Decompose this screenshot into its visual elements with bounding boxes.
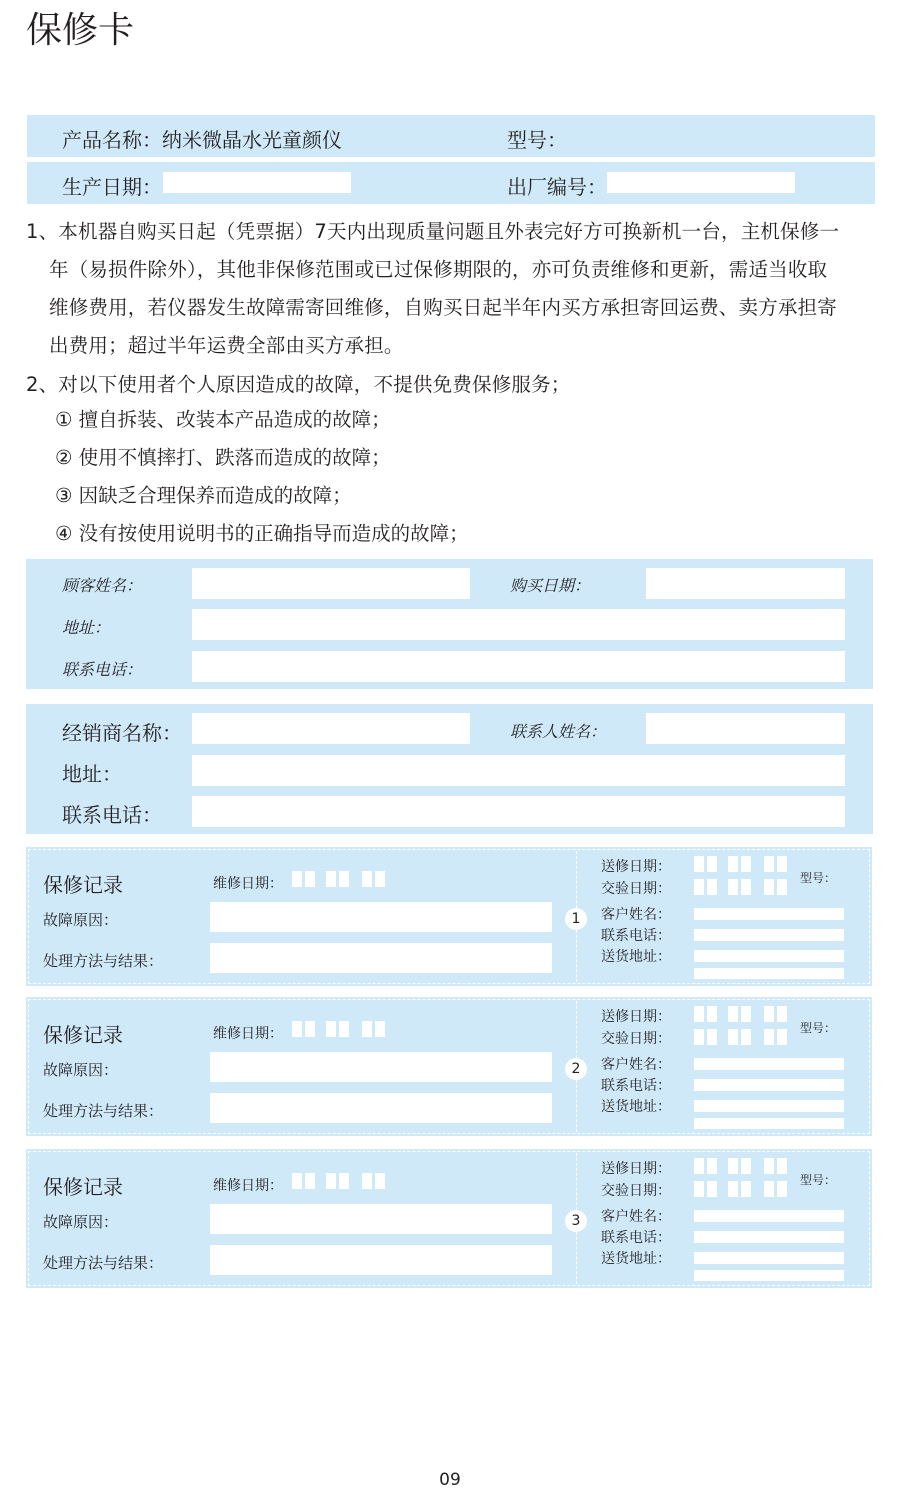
repair-date-box[interactable] [362, 871, 372, 887]
terms-p1-line4: 出费用；超过半年运费全部由买方承担。 [49, 334, 404, 357]
check-date-box[interactable] [764, 1029, 774, 1045]
check-date-box[interactable] [707, 1029, 717, 1045]
repair-date-box[interactable] [326, 1021, 336, 1037]
repair-date-box[interactable] [375, 1173, 385, 1189]
check-date-box[interactable] [741, 1181, 751, 1197]
dealer-phone-field[interactable] [192, 796, 845, 827]
check-date-box[interactable] [777, 1181, 787, 1197]
repair-date-box[interactable] [362, 1021, 372, 1037]
record-address-field-2[interactable] [694, 1118, 844, 1129]
check-date-box[interactable] [764, 1181, 774, 1197]
record-number-badge: 1 [565, 908, 587, 930]
dealer-address-field[interactable] [192, 755, 845, 786]
terms-item: ① 擅自拆装、改装本产品造成的故障； [55, 408, 391, 431]
send-date-box[interactable] [741, 1158, 751, 1174]
terms-p2-line1: 2、对以下使用者个人原因造成的故障，不提供免费保修服务； [26, 373, 571, 396]
record-address-label: 送货地址： [601, 1251, 671, 1267]
check-date-box[interactable] [694, 1029, 704, 1045]
record-customer-label: 客户姓名： [601, 1057, 671, 1073]
repair-date-box[interactable] [305, 1173, 315, 1189]
record-model-label: 型号： [800, 871, 837, 885]
send-date-box[interactable] [764, 1158, 774, 1174]
product-name-band [27, 115, 875, 157]
send-date-box[interactable] [777, 856, 787, 872]
send-date-box[interactable] [728, 1158, 738, 1174]
method-field[interactable] [210, 1093, 552, 1123]
page-title: 保修卡 [26, 10, 135, 51]
send-date-box[interactable] [764, 1006, 774, 1022]
fault-field[interactable] [210, 1052, 552, 1082]
customer-address-label: 地址： [62, 618, 111, 637]
send-date-box[interactable] [728, 1006, 738, 1022]
record-phone-field[interactable] [694, 1079, 844, 1091]
record-customer-field[interactable] [694, 1210, 844, 1222]
purchase-date-field[interactable] [646, 568, 845, 599]
method-label: 处理方法与结果： [43, 1102, 164, 1120]
terms-p1-line2: 年（易损件除外），其他非保修范围或已过保修期限的，亦可负责维修和更新，需适当收取 [49, 258, 828, 281]
dealer-contact-field[interactable] [646, 713, 845, 744]
send-date-box[interactable] [707, 856, 717, 872]
customer-name-label: 顾客姓名： [62, 576, 143, 595]
customer-block [26, 559, 873, 689]
send-date-box[interactable] [728, 856, 738, 872]
serial-number-label: 出厂编号： [507, 175, 607, 199]
purchase-date-label: 购买日期： [510, 576, 591, 595]
repair-date-label: 维修日期： [213, 1026, 283, 1042]
check-date-label: 交验日期： [601, 1031, 671, 1047]
check-date-box[interactable] [764, 879, 774, 895]
check-date-box[interactable] [728, 1181, 738, 1197]
fault-field[interactable] [210, 1204, 552, 1234]
repair-date-box[interactable] [305, 871, 315, 887]
send-date-box[interactable] [694, 856, 704, 872]
record-title: 保修记录 [43, 1175, 123, 1199]
check-date-box[interactable] [741, 1029, 751, 1045]
check-date-box[interactable] [728, 879, 738, 895]
send-date-box[interactable] [764, 856, 774, 872]
fault-label: 故障原因： [43, 911, 119, 929]
record-customer-label: 客户姓名： [601, 1209, 671, 1225]
record-customer-field[interactable] [694, 908, 844, 920]
record-address-field-2[interactable] [694, 968, 844, 979]
production-date-field[interactable] [163, 172, 351, 193]
check-date-box[interactable] [707, 879, 717, 895]
send-date-box[interactable] [741, 1006, 751, 1022]
product-date-band [27, 162, 875, 204]
method-field[interactable] [210, 943, 552, 973]
fault-label: 故障原因： [43, 1061, 119, 1079]
customer-address-field[interactable] [192, 609, 845, 640]
repair-date-box[interactable] [339, 1021, 349, 1037]
terms-p1-line1: 1、本机器自购买日起（凭票据）7天内出现质量问题且外表完好方可换新机一台，主机保修一 [26, 220, 840, 243]
repair-date-box[interactable] [362, 1173, 372, 1189]
check-date-box[interactable] [707, 1181, 717, 1197]
terms-item: ③ 因缺乏合理保养而造成的故障； [55, 484, 352, 507]
method-label: 处理方法与结果： [43, 952, 164, 970]
send-date-box[interactable] [707, 1158, 717, 1174]
terms-p1-line3: 维修费用，若仪器发生故障需寄回维修，自购买日起半年内买方承担寄回运费、卖方承担寄 [49, 296, 838, 319]
customer-name-field[interactable] [192, 568, 470, 599]
fault-field[interactable] [210, 902, 552, 932]
dealer-block [26, 704, 873, 834]
record-phone-label: 联系电话： [601, 1230, 671, 1246]
repair-date-label: 维修日期： [213, 1178, 283, 1194]
model-label: 型号： [507, 128, 567, 152]
terms-item: ④ 没有按使用说明书的正确指导而造成的故障； [55, 522, 469, 545]
record-phone-field[interactable] [694, 929, 844, 941]
send-date-label: 送修日期： [601, 1009, 671, 1025]
send-date-box[interactable] [777, 1158, 787, 1174]
repair-date-box[interactable] [305, 1021, 315, 1037]
check-date-label: 交验日期： [601, 881, 671, 897]
send-date-label: 送修日期： [601, 859, 671, 875]
check-date-box[interactable] [741, 879, 751, 895]
record-title: 保修记录 [43, 873, 123, 897]
repair-date-box[interactable] [326, 871, 336, 887]
send-date-box[interactable] [694, 1006, 704, 1022]
send-date-box[interactable] [777, 1006, 787, 1022]
terms-item: ② 使用不慎摔打、跌落而造成的故障； [55, 446, 391, 469]
repair-date-box[interactable] [339, 1173, 349, 1189]
dealer-phone-label: 联系电话： [62, 803, 162, 827]
dealer-contact-label: 联系人姓名： [510, 722, 607, 741]
repair-date-box[interactable] [292, 1173, 302, 1189]
check-date-box[interactable] [694, 879, 704, 895]
send-date-box[interactable] [707, 1006, 717, 1022]
dealer-name-field[interactable] [192, 713, 470, 744]
customer-phone-field[interactable] [192, 651, 845, 682]
check-date-box[interactable] [777, 879, 787, 895]
repair-date-box[interactable] [292, 871, 302, 887]
check-date-box[interactable] [777, 1029, 787, 1045]
record-model-label: 型号： [800, 1173, 837, 1187]
repair-record [26, 1149, 872, 1288]
customer-phone-label: 联系电话： [62, 660, 143, 679]
record-customer-label: 客户姓名： [601, 907, 671, 923]
repair-record [26, 997, 872, 1136]
repair-date-box[interactable] [326, 1173, 336, 1189]
method-label: 处理方法与结果： [43, 1254, 164, 1272]
check-date-label: 交验日期： [601, 1183, 671, 1199]
repair-record [26, 847, 872, 986]
fault-label: 故障原因： [43, 1213, 119, 1231]
record-customer-field[interactable] [694, 1058, 844, 1070]
dealer-name-label: 经销商名称： [62, 721, 182, 745]
record-address-label: 送货地址： [601, 949, 671, 965]
record-model-label: 型号： [800, 1021, 837, 1035]
send-date-label: 送修日期： [601, 1161, 671, 1177]
record-number-badge: 3 [565, 1210, 587, 1232]
page-number: 09 [439, 1470, 461, 1490]
record-phone-label: 联系电话： [601, 1078, 671, 1094]
record-address-field[interactable] [694, 950, 844, 962]
check-date-box[interactable] [728, 1029, 738, 1045]
record-title: 保修记录 [43, 1023, 123, 1047]
record-phone-label: 联系电话： [601, 928, 671, 944]
check-date-box[interactable] [694, 1181, 704, 1197]
production-date-label: 生产日期： [62, 175, 162, 199]
record-address-field[interactable] [694, 1252, 844, 1264]
repair-date-box[interactable] [375, 871, 385, 887]
repair-date-label: 维修日期： [213, 876, 283, 892]
method-field[interactable] [210, 1245, 552, 1275]
product-name-label: 产品名称：纳米微晶水光童颜仪 [62, 128, 342, 152]
repair-date-box[interactable] [339, 871, 349, 887]
record-address-field[interactable] [694, 1100, 844, 1112]
repair-date-box[interactable] [292, 1021, 302, 1037]
record-address-label: 送货地址： [601, 1099, 671, 1115]
send-date-box[interactable] [741, 856, 751, 872]
repair-date-box[interactable] [375, 1021, 385, 1037]
record-phone-field[interactable] [694, 1231, 844, 1243]
dealer-address-label: 地址： [62, 762, 122, 786]
send-date-box[interactable] [694, 1158, 704, 1174]
record-number-badge: 2 [565, 1058, 587, 1080]
record-address-field-2[interactable] [694, 1270, 844, 1281]
serial-number-field[interactable] [607, 172, 795, 193]
